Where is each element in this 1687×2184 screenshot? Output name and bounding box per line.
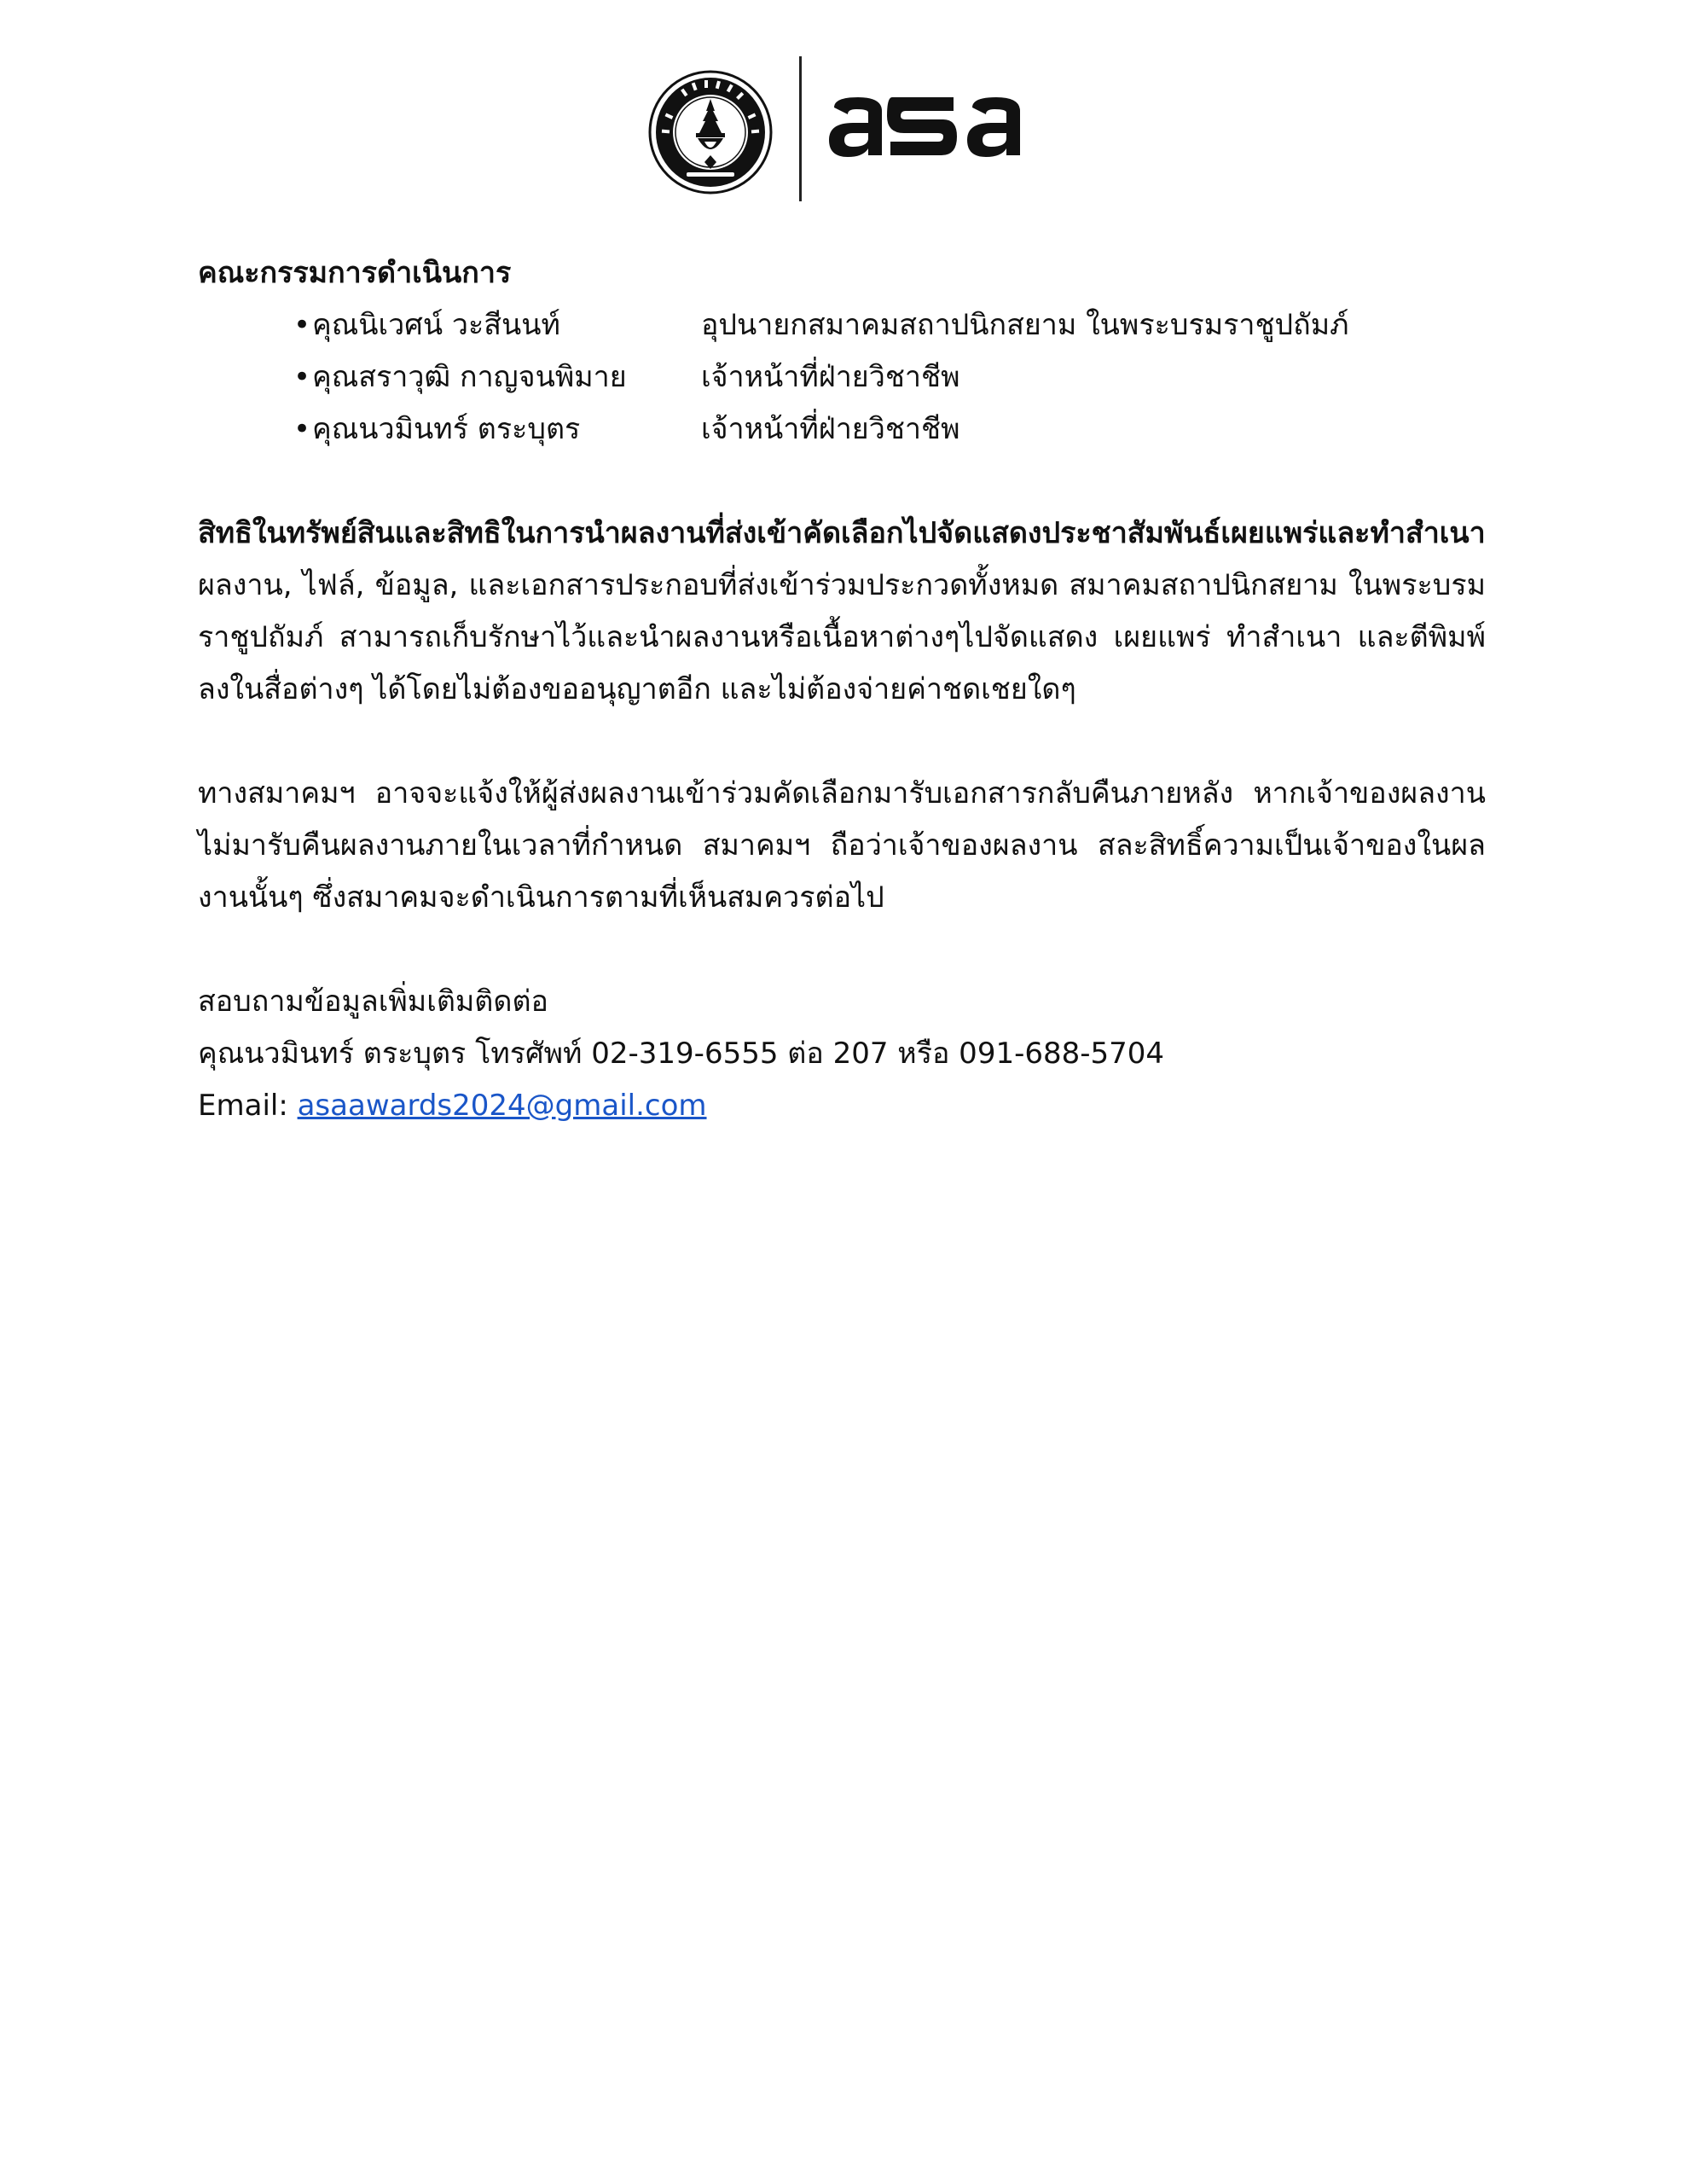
return-policy-paragraph: ทางสมาคมฯ อาจจะแจ้งให้ผู้ส่งผลงานเข้าร่วมคัดเลือกมารับเอกสารกลับคืนภายหลัง หากเจ้าของผลงานไม่มารับคืนผลงานภายในเวลาที่กำหนด สมาคมฯ ถือว่าเจ้าของผลงาน สละสิทธิ์ความเป็นเจ้าของในผลงานนั้นๆ ซึ่งสมาคมจะดำเนินการตามที่เห็นสมควรต่อไป (198, 776, 1486, 915)
bullet-icon: • (293, 360, 311, 394)
list-item (198, 404, 1486, 456)
committee-list (198, 299, 1486, 456)
logo-divider (799, 56, 802, 201)
document-body (198, 247, 1486, 1132)
rights-heading: สิทธิในทรัพย์สินและสิทธิในการนำผลงานที่ส่งเข้าคัดเลือกไปจัดแสดงประชาสัมพันธ์เผยแพร่และทำสำเนา (198, 516, 1486, 550)
rights-paragraph: ผลงาน, ไฟล์, ข้อมูล, และเอกสารประกอบที่ส่งเข้าร่วมประกวดทั้งหมด สมาคมสถาปนิกสยาม ในพระบรมราชูปถัมภ์ สามารถเก็บรักษาไว้และนำผลงานหรือเนื้อหาต่างๆไปจัดแสดง เผยแพร่ ทำสำเนา และตีพิมพ์ลงในสื่อต่างๆ ได้โดยไม่ต้องขออนุญาตอีก และไม่ต้องจ่ายค่าชดเชยใดๆ (198, 568, 1486, 706)
asa-seal-logo (648, 70, 773, 195)
header-logos (0, 53, 1687, 205)
committee-heading: คณะกรรมการดำเนินการ (198, 256, 512, 290)
member-role: เจ้าหน้าที่ฝ่ายวิชาชีพ (701, 360, 960, 394)
list-item (198, 351, 1486, 404)
contact-intro: สอบถามข้อมูลเพิ่มเติมติดต่อ (198, 985, 548, 1019)
asa-wordmark-logo (827, 92, 1041, 160)
email-label: Email: (198, 1089, 298, 1123)
bullet-icon: • (293, 412, 311, 446)
member-role: อุปนายกสมาคมสถาปนิกสยาม ในพระบรมราชูปถัมภ์ (701, 308, 1349, 342)
member-name: คุณนวมินทร์ ตระบุตร (312, 412, 581, 446)
member-name: คุณนิเวศน์ วะสีนนท์ (312, 308, 560, 342)
list-item (198, 299, 1486, 351)
contact-phone: คุณนวมินทร์ ตระบุตร โทรศัพท์ 02-319-6555 ต่อ 207 หรือ 091-688-5704 (198, 1037, 1165, 1071)
email-link[interactable]: asaawards2024@gmail.com (297, 1089, 707, 1123)
contact-email-line (198, 1080, 1486, 1132)
member-name: คุณสราวุฒิ กาญจนพิมาย (312, 360, 627, 394)
member-role: เจ้าหน้าที่ฝ่ายวิชาชีพ (701, 412, 960, 446)
bullet-icon: • (293, 308, 311, 342)
